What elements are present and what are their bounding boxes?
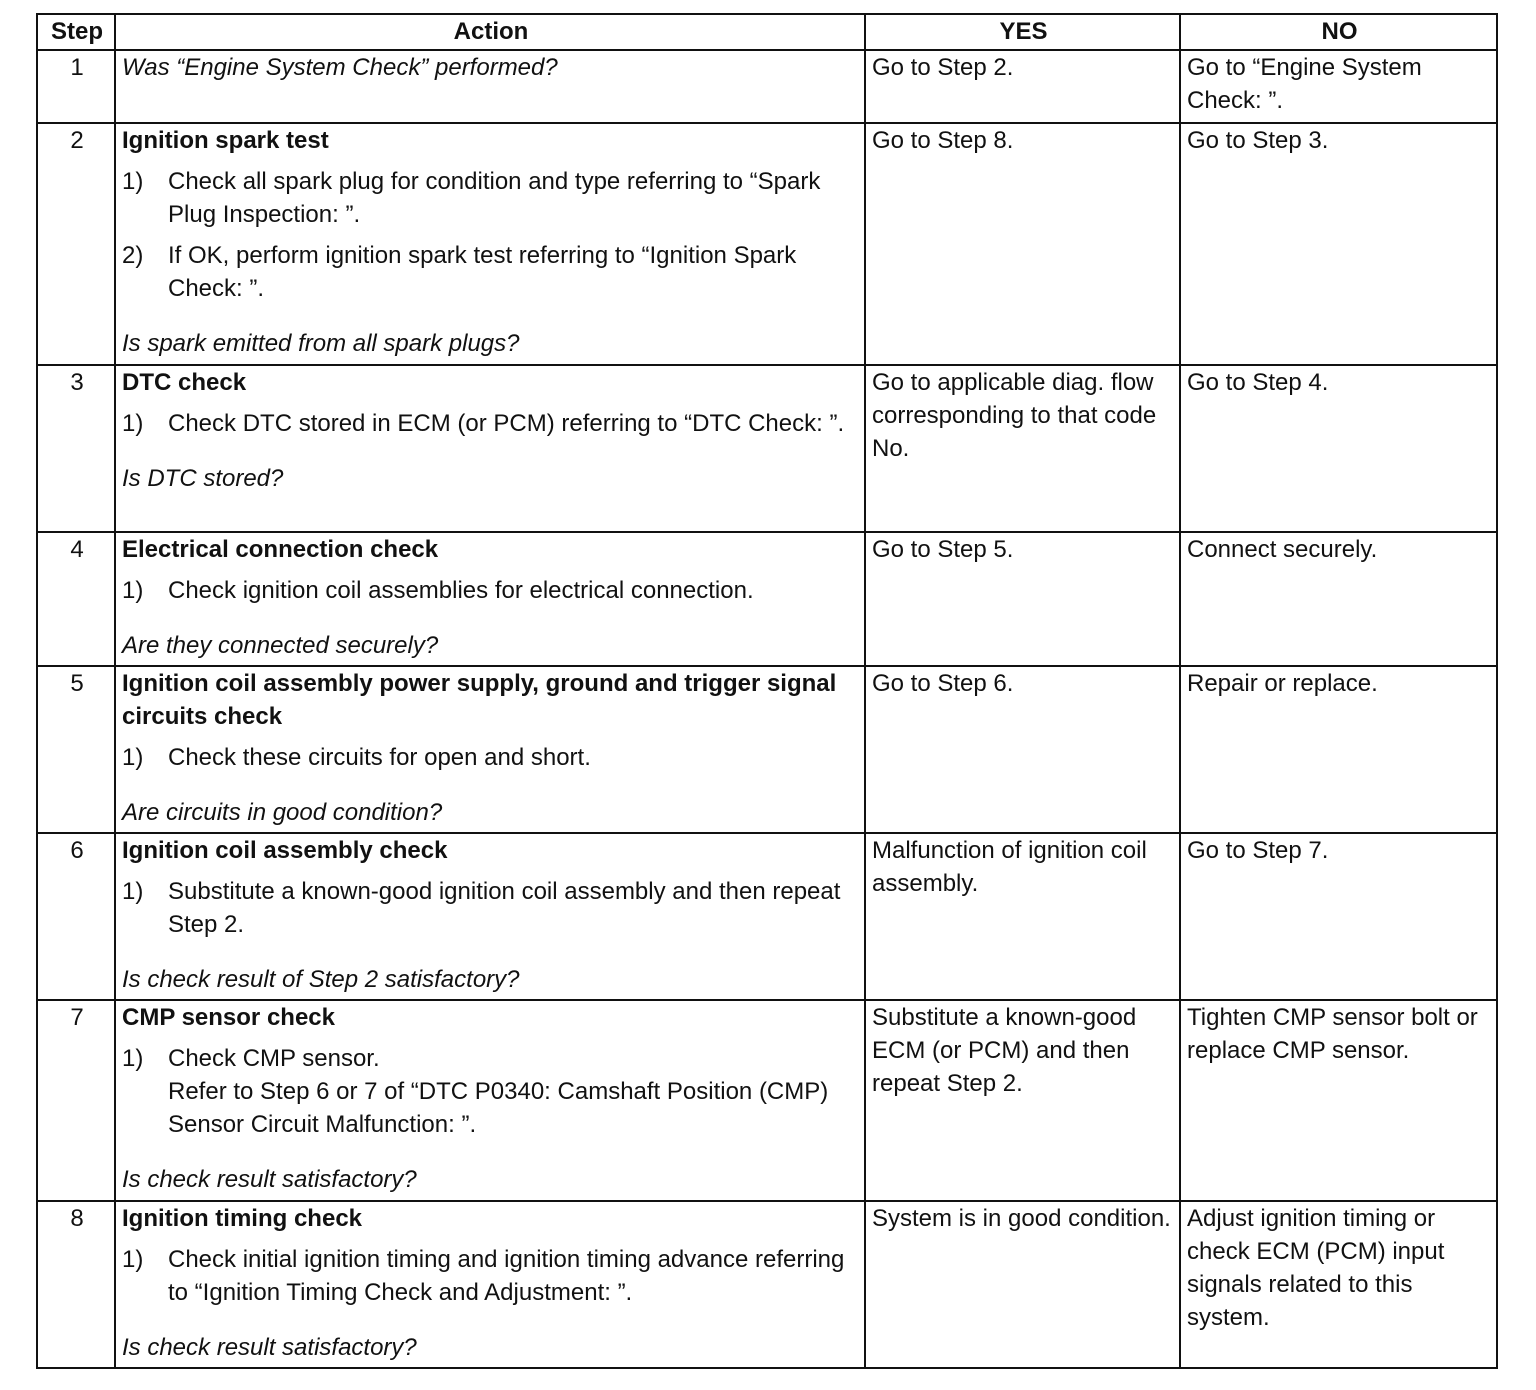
yes-cell: Go to Step 5. bbox=[865, 532, 1180, 666]
yes-cell: Go to Step 8. bbox=[865, 123, 1180, 365]
step-number: 3 bbox=[37, 365, 115, 532]
no-cell: Go to “Engine System Check: ”. bbox=[1180, 50, 1497, 123]
no-cell: Go to Step 4. bbox=[1180, 365, 1497, 532]
action-title: Ignition coil assembly power supply, ground and trigger signal circuits check bbox=[122, 670, 837, 730]
substep-number: 1) bbox=[122, 410, 144, 437]
action-question: Is DTC stored? bbox=[122, 465, 284, 492]
action-cell bbox=[115, 50, 865, 123]
action-title: Ignition spark test bbox=[122, 127, 329, 154]
substep-text: Check ignition coil assemblies for electrical connection. bbox=[168, 577, 754, 604]
action-substep bbox=[122, 239, 860, 305]
table-row bbox=[37, 365, 1497, 532]
substep-text: If OK, perform ignition spark test referring to “Ignition Spark Check: ”. bbox=[168, 242, 797, 302]
action-cell bbox=[115, 1000, 865, 1201]
header-row bbox=[37, 14, 1497, 50]
no-cell: Go to Step 3. bbox=[1180, 123, 1497, 365]
substep-number: 2) bbox=[122, 242, 144, 269]
step-number: 4 bbox=[37, 532, 115, 666]
action-cell bbox=[115, 1201, 865, 1368]
step-number: 1 bbox=[37, 50, 115, 123]
action-cell bbox=[115, 833, 865, 1000]
table-row bbox=[37, 50, 1497, 123]
yes-cell: Go to applicable diag. flow corresponding to that code No. bbox=[865, 365, 1180, 532]
header-yes: YES bbox=[865, 14, 1180, 50]
no-cell: Connect securely. bbox=[1180, 532, 1497, 666]
action-cell bbox=[115, 666, 865, 833]
table-row bbox=[37, 833, 1497, 1000]
action-substep bbox=[122, 1243, 860, 1309]
step-number: 7 bbox=[37, 1000, 115, 1201]
substep-number: 1) bbox=[122, 577, 144, 604]
substep-text: Check DTC stored in ECM (or PCM) referring to “DTC Check: ”. bbox=[168, 410, 845, 437]
no-cell: Tighten CMP sensor bolt or replace CMP sensor. bbox=[1180, 1000, 1497, 1201]
no-cell: Adjust ignition timing or check ECM (PCM) input signals related to this system. bbox=[1180, 1201, 1497, 1368]
table-row bbox=[37, 123, 1497, 365]
substep-number: 1) bbox=[122, 1246, 144, 1273]
table-row bbox=[37, 532, 1497, 666]
header-step: Step bbox=[37, 14, 115, 50]
action-title: DTC check bbox=[122, 369, 247, 396]
substep-text: Check all spark plug for condition and type referring to “Spark Plug Inspection: ”. bbox=[168, 168, 821, 228]
substep-number: 1) bbox=[122, 168, 144, 195]
yes-cell: Go to Step 2. bbox=[865, 50, 1180, 123]
substep-number: 1) bbox=[122, 1045, 144, 1072]
table-row bbox=[37, 666, 1497, 833]
yes-cell: System is in good condition. bbox=[865, 1201, 1180, 1368]
no-cell: Go to Step 7. bbox=[1180, 833, 1497, 1000]
action-substep bbox=[122, 165, 860, 231]
action-cell bbox=[115, 365, 865, 532]
header-no: NO bbox=[1180, 14, 1497, 50]
substep-reference: Refer to Step 6 or 7 of “DTC P0340: Camshaft Position (CMP) Sensor Circuit Malfunction: ”. bbox=[168, 1078, 829, 1138]
substep-number: 1) bbox=[122, 878, 144, 905]
substep-text: Substitute a known-good ignition coil assembly and then repeat Step 2. bbox=[168, 878, 841, 938]
action-question: Is check result satisfactory? bbox=[122, 1334, 417, 1361]
yes-cell: Substitute a known-good ECM (or PCM) and then repeat Step 2. bbox=[865, 1000, 1180, 1201]
yes-cell: Go to Step 6. bbox=[865, 666, 1180, 833]
action-question: Is spark emitted from all spark plugs? bbox=[122, 330, 520, 357]
step-number: 8 bbox=[37, 1201, 115, 1368]
substep-number: 1) bbox=[122, 744, 144, 771]
action-substep bbox=[122, 574, 860, 607]
substep-text: Check CMP sensor. bbox=[168, 1045, 380, 1072]
header-action: Action bbox=[115, 14, 865, 50]
action-question: Is check result of Step 2 satisfactory? bbox=[122, 966, 520, 993]
action-substep bbox=[122, 875, 860, 941]
action-substep bbox=[122, 741, 860, 774]
action-question: Are circuits in good condition? bbox=[122, 799, 443, 826]
action-cell bbox=[115, 532, 865, 666]
action-question: Is check result satisfactory? bbox=[122, 1166, 417, 1193]
action-title: Electrical connection check bbox=[122, 536, 439, 563]
step-number: 2 bbox=[37, 123, 115, 365]
substep-text: Check these circuits for open and short. bbox=[168, 744, 591, 771]
table-row bbox=[37, 1201, 1497, 1368]
action-cell bbox=[115, 123, 865, 365]
action-question: Are they connected securely? bbox=[122, 632, 439, 659]
diagnostic-flow-table bbox=[36, 13, 1498, 1369]
action-title: Ignition timing check bbox=[122, 1205, 363, 1232]
step-number: 6 bbox=[37, 833, 115, 1000]
action-title: Ignition coil assembly check bbox=[122, 837, 448, 864]
action-substep bbox=[122, 1042, 860, 1141]
table-row bbox=[37, 1000, 1497, 1201]
action-question: Was “Engine System Check” performed? bbox=[122, 54, 558, 81]
yes-cell: Malfunction of ignition coil assembly. bbox=[865, 833, 1180, 1000]
step-number: 5 bbox=[37, 666, 115, 833]
substep-text-block bbox=[168, 1042, 860, 1141]
no-cell: Repair or replace. bbox=[1180, 666, 1497, 833]
substep-text: Check initial ignition timing and ignition timing advance referring to “Ignition Timing Check and Adjustment: ”. bbox=[168, 1246, 845, 1306]
action-substep bbox=[122, 407, 860, 440]
action-title: CMP sensor check bbox=[122, 1004, 335, 1031]
